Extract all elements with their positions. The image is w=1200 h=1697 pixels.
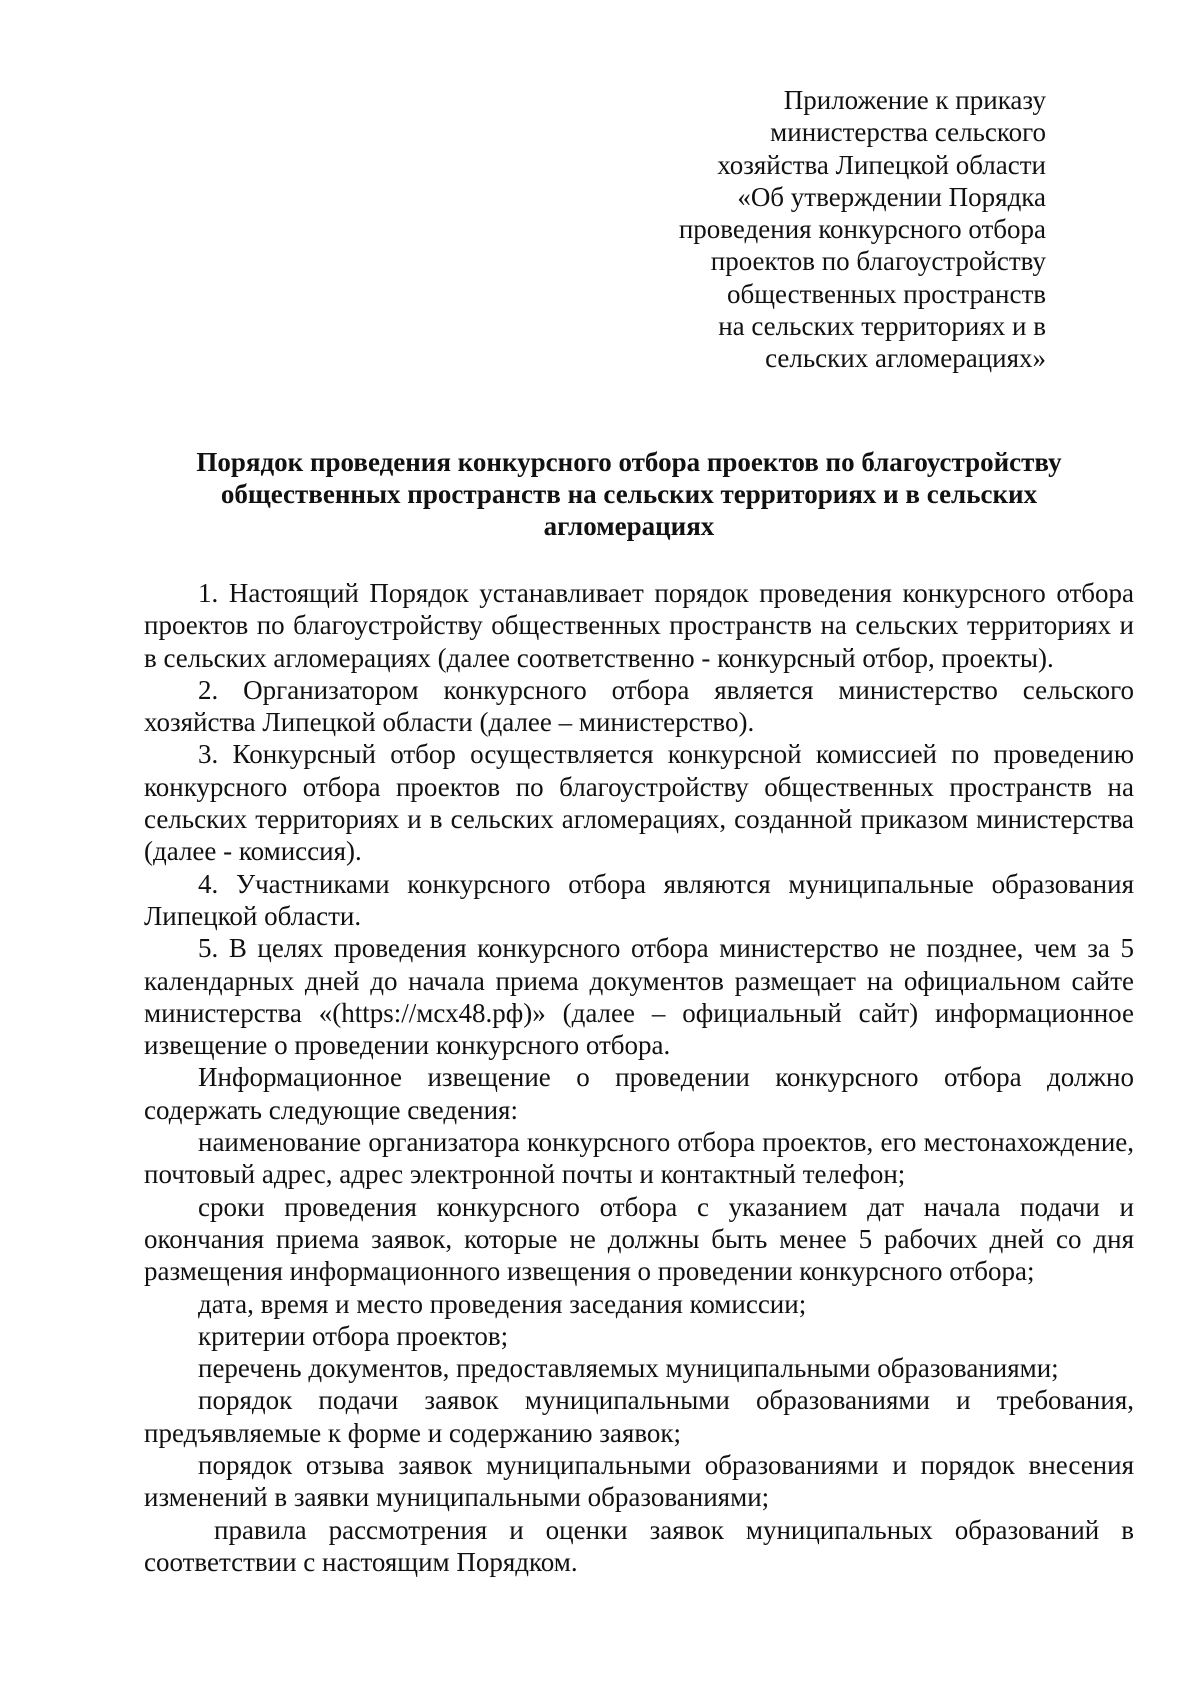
header-line: Приложение к приказу xyxy=(783,85,1046,115)
header-line: на сельских территориях и в xyxy=(718,311,1046,342)
header-line: хозяйства Липецкой области xyxy=(717,149,1046,180)
notice-item-criteria: критерии отбора проектов; xyxy=(198,1320,509,1351)
document-body xyxy=(144,577,1134,1578)
header-line: «Об утверждении Порядка xyxy=(737,181,1046,212)
document-title xyxy=(150,446,1108,542)
notice-item-documents: перечень документов, предоставляемых муниципальными образованиями; xyxy=(198,1353,1059,1384)
header-line: министерства сельского xyxy=(770,117,1046,148)
header-line: проведения конкурсного отбора xyxy=(678,214,1046,245)
paragraph-2: 2. Организатором конкурсного отбора является министерство сельского хозяйства Липецкой области (далее – министерство). xyxy=(144,674,1134,738)
title-line: общественных пространств на сельских территориях и в сельских xyxy=(220,479,1038,509)
title-line: агломерациях xyxy=(543,511,715,541)
paragraph-4: 4. Участниками конкурсного отбора являются муниципальные образования Липецкой области. xyxy=(144,868,1134,931)
notice-item-withdrawal: порядок отзыва заявок муниципальными образованиями и порядок внесения изменений в заявки муниципальными образованиями; xyxy=(144,1450,1134,1513)
title-line: Порядок проведения конкурсного отбора проектов по благоустройству xyxy=(196,447,1062,477)
paragraph-5: 5. В целях проведения конкурсного отбора министерство не позднее, чем за 5 календарных дней до начала приема документов размещает на официальном сайте министерства «(https://мсх48.рф)» (далее – официальный сайт) информационное извещение о проведении конкурсного отбора. xyxy=(144,933,1134,1061)
approval-header xyxy=(616,84,1046,375)
header-line: проектов по благоустройству xyxy=(710,246,1046,277)
notice-item-organizer: наименование организатора конкурсного отбора проектов, его местонахождение, почтовый адрес, адрес электронной почты и контактный телефон; xyxy=(144,1127,1134,1190)
notice-item-deadlines: сроки проведения конкурсного отбора с указанием дат начала подачи и окончания приема заявок, которые не должны быть менее 5 рабочих дней со дня размещения информационного извещения о проведении конкурсного отбора; xyxy=(144,1191,1134,1287)
header-line: общественных пространств xyxy=(726,278,1046,309)
paragraph-3: 3. Конкурсный отбор осуществляется конкурсной комиссией по проведению конкурсного отбора проектов по благоустройству общественных пространств на сельских территориях и в сельских агломерациях, созданной приказом министерства (далее - комиссия). xyxy=(144,739,1134,867)
notice-item-submission: порядок подачи заявок муниципальными образованиями и требования, предъявляемые к форме и содержанию заявок; xyxy=(144,1385,1134,1448)
notice-intro: Информационное извещение о проведении конкурсного отбора должно содержать следующие сведения: xyxy=(144,1062,1134,1125)
notice-item-evaluation: правила рассмотрения и оценки заявок муниципальных образований в соответствии с настоящим Порядком. xyxy=(144,1514,1134,1577)
notice-item-meeting: дата, время и место проведения заседания комиссии; xyxy=(198,1288,807,1319)
header-line: сельских агломерациях» xyxy=(765,343,1046,374)
paragraph-1: 1. Настоящий Порядок устанавливает порядок проведения конкурсного отбора проектов по благоустройству общественных пространств на сельских территориях и в сельских агломерациях (далее соответственно - конкурсный отбор, проекты). xyxy=(144,578,1134,673)
